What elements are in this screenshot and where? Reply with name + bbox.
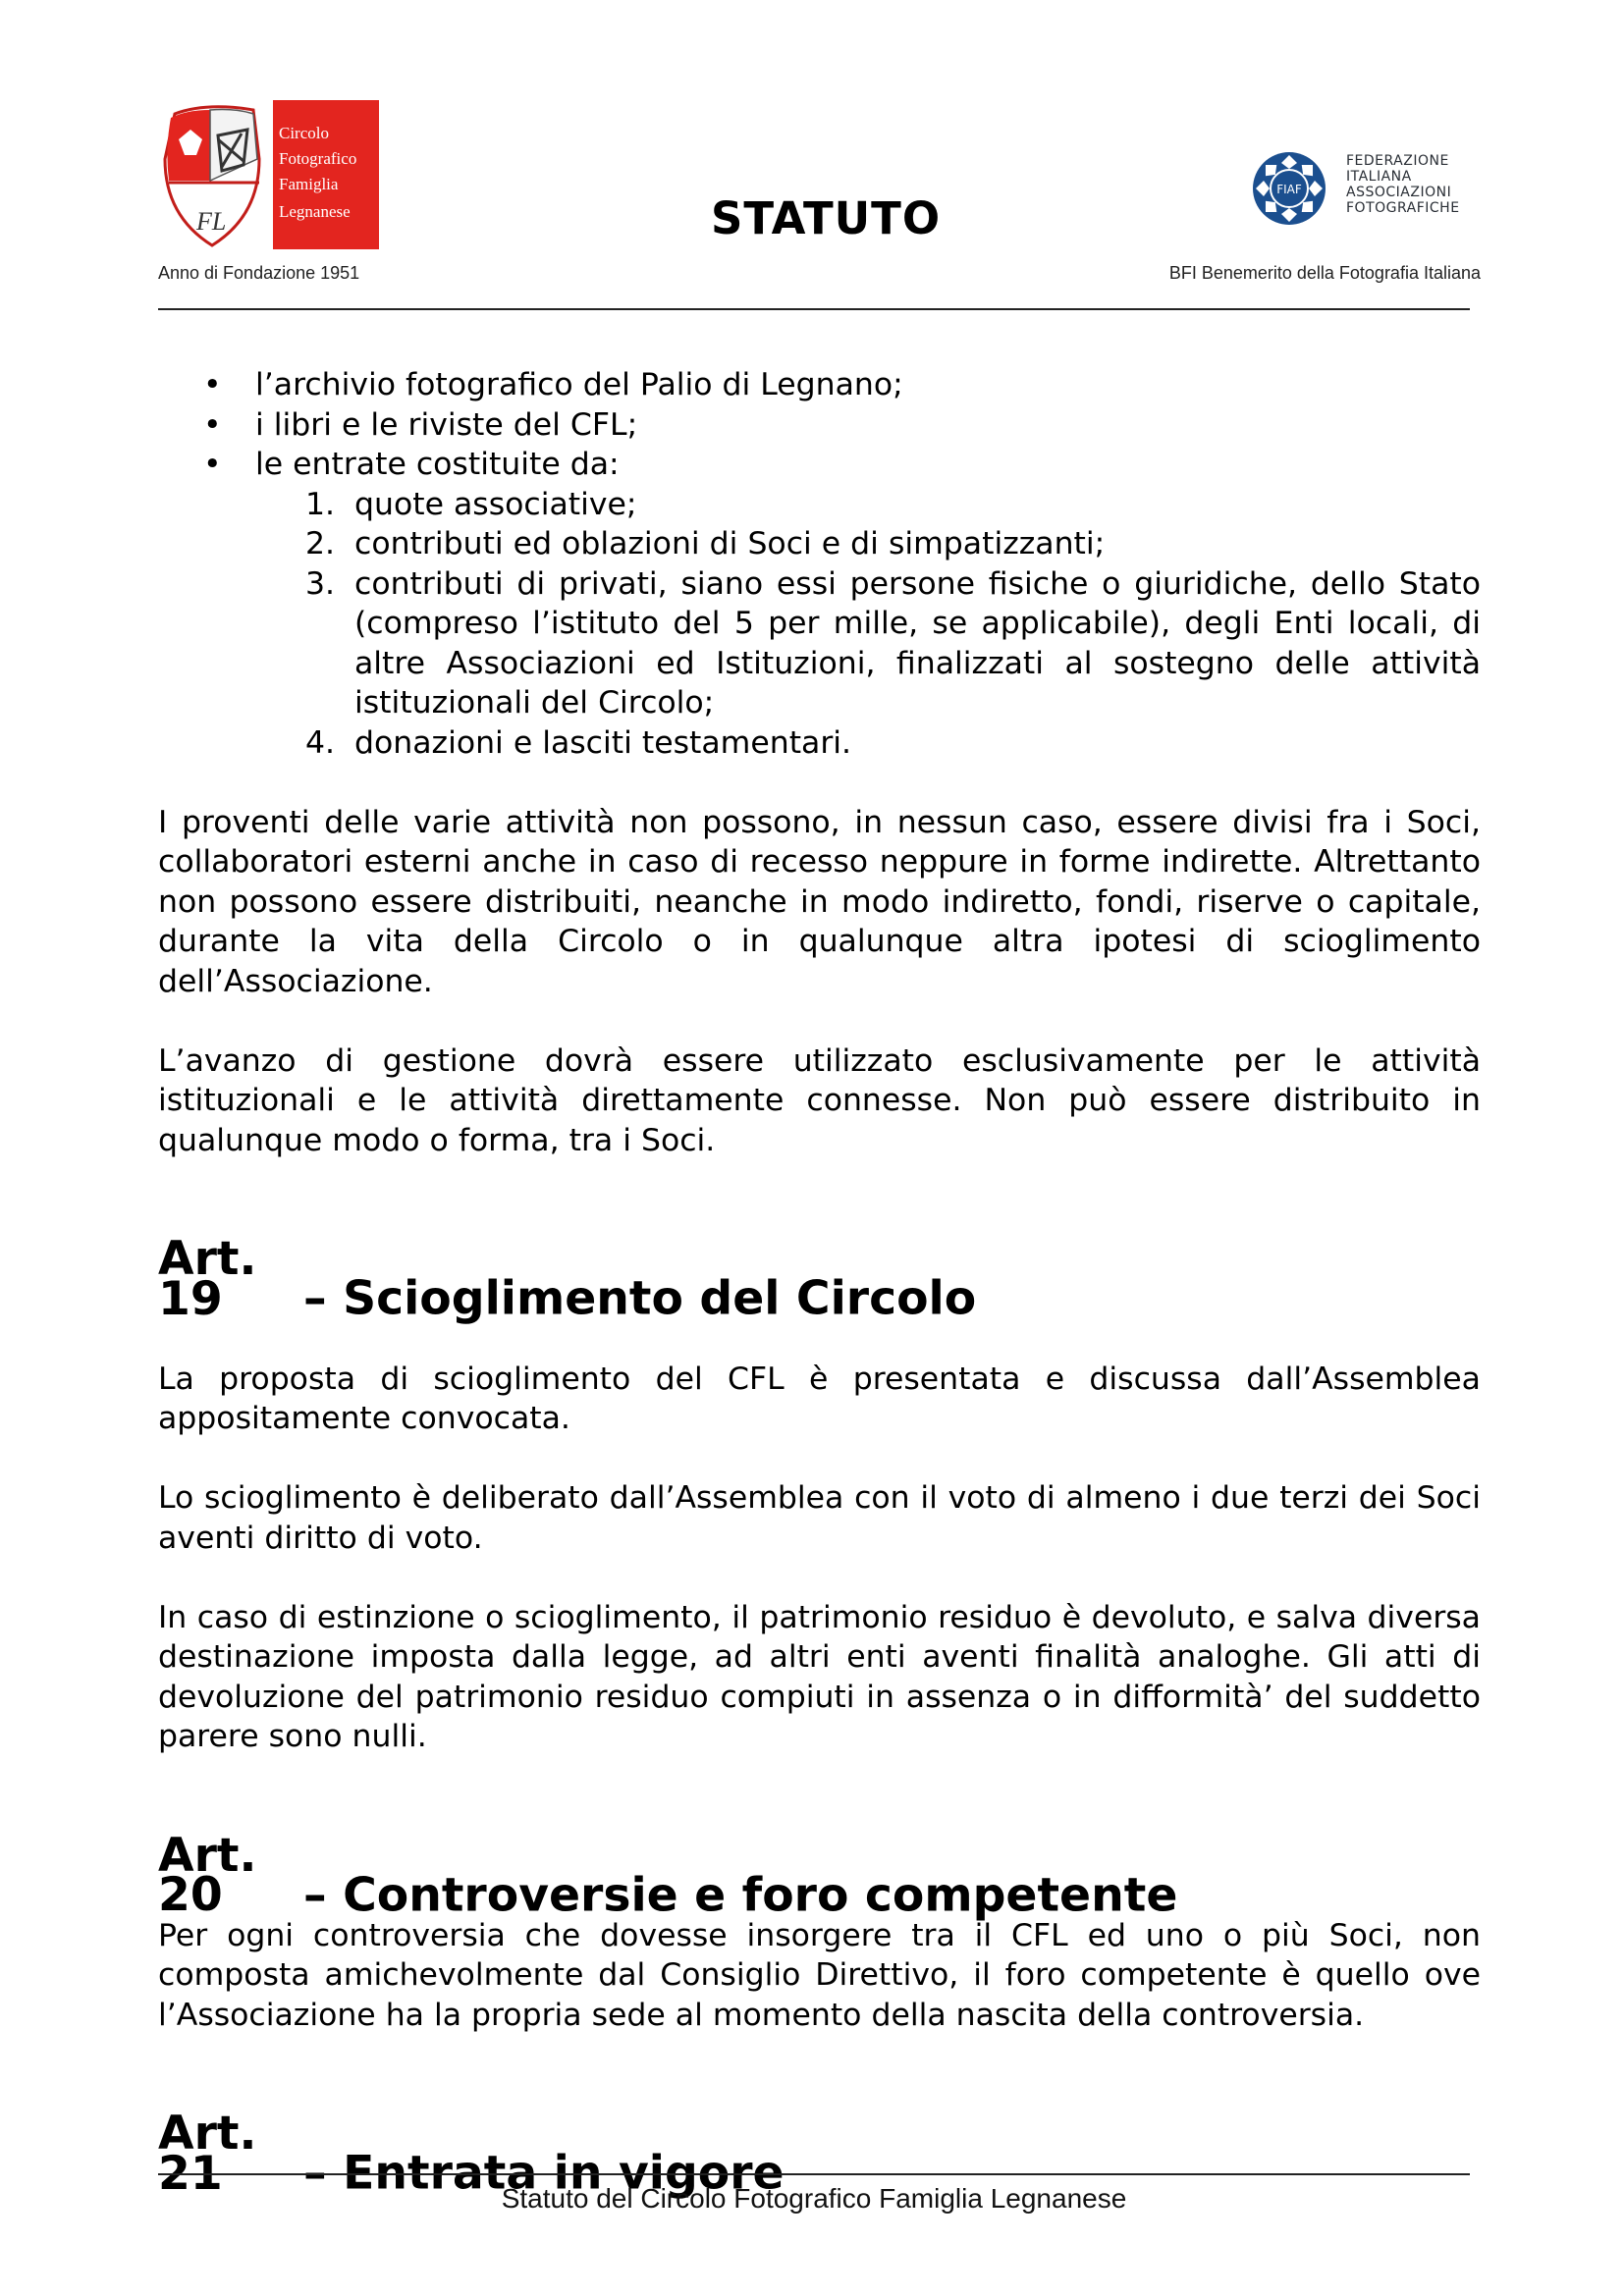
income-list	[158, 485, 1481, 764]
article-paragraph: In caso di estinzione o scioglimento, il patrimonio residuo è devoluto, e salva diversa destinazione imposta dalla legge, ad altri enti aventi finalità analoghe. Gli atti di devoluzione del patrimonio residuo compiuti in assenza o in difformità’ del suddetto parere sono nulli.	[158, 1599, 1481, 1754]
list-number: 2.	[305, 526, 336, 561]
list-item-text: donazioni e lasciti testamentari.	[354, 724, 852, 761]
fiaf-wordmark	[1346, 153, 1460, 216]
list-item	[158, 564, 1481, 723]
list-item-text: contributi ed oblazioni di Soci e di simpatizzanti;	[354, 526, 1106, 561]
list-item	[158, 524, 1481, 564]
aperture-icon	[1250, 149, 1328, 228]
crest-monogram: FL	[196, 207, 227, 236]
fiaf-line: FOTOGRAFICHE	[1346, 200, 1460, 216]
page-title: STATUTO	[711, 192, 942, 244]
footer-divider	[158, 2173, 1470, 2175]
fiaf-line: ITALIANA	[1346, 169, 1412, 185]
list-number: 4.	[305, 724, 336, 761]
bullet-icon: •	[203, 367, 222, 402]
article-paragraph: La proposta di scioglimento del CFL è presentata e discussa dall’Assemblea appositamente convocata.	[158, 1361, 1481, 1436]
list-item	[158, 445, 1481, 485]
paragraph-avanzo: L’avanzo di gestione dovrà essere utilizzato esclusivamente per le attività istituzionali e le attività direttamente connesse. Non può essere distribuito in qualunque modo o forma, tra i Soci.	[158, 1042, 1481, 1158]
article-paragraph: Per ogni controversia che dovesse insorgere tra il CFL ed uno o più Soci, non composta amichevolmente dal Consiglio Direttivo, il foro competente è quello ove l’Associazione ha la propria sede al momento della nascita della controversia.	[158, 1917, 1481, 2033]
crest-icon	[157, 100, 267, 249]
cfl-logo	[157, 100, 379, 249]
bullet-icon: •	[203, 447, 222, 482]
fiaf-line: ASSOCIAZIONI	[1346, 185, 1452, 200]
assets-list	[158, 365, 1481, 485]
list-item	[158, 365, 1481, 405]
cfl-logo-line: Famiglia	[279, 175, 339, 193]
article-title: – Scioglimento del Circolo	[303, 1271, 977, 1326]
foundation-note: Anno di Fondazione 1951	[158, 263, 360, 283]
list-item-text: l’archivio fotografico del Palio di Legnano;	[255, 367, 903, 402]
fiaf-badge: FIAF	[1276, 183, 1302, 196]
list-number: 1.	[305, 486, 336, 522]
list-item-text: quote associative;	[354, 486, 637, 522]
cfl-logo-box	[273, 100, 379, 249]
article-title: – Controversie e foro competente	[303, 1868, 1178, 1922]
list-item	[158, 485, 1481, 525]
bfi-note: BFI Benemerito della Fotografia Italiana	[1168, 263, 1481, 283]
cfl-logo-line: Circolo	[279, 124, 329, 142]
paragraph-proventi: I proventi delle varie attività non possono, in nessun caso, essere divisi fra i Soci, collaboratori esterni anche in caso di recesso neppure in forme indirette. Altrettanto non possono essere distribuiti, neanche in modo indiretto, fondi, riserve o capitale, durante la vita della Circolo o in qualunque altra ipotesi di scioglimento dell’Associazione.	[158, 804, 1481, 999]
cfl-logo-line: Legnanese	[279, 202, 351, 221]
list-item-text: contributi di privati, siano essi persone fisiche o giuridiche, dello Stato (compreso l’istituto del 5 per mille, se applicabile), degli Enti locali, di altre Associazioni ed Istituzioni, finalizzati al sostegno delle attività istituzionali del Circolo;	[354, 565, 1481, 721]
page-footer: Statuto del Circolo Fotografico Famiglia Legnanese	[501, 2183, 1127, 2214]
article-number: Art. 19	[158, 1232, 257, 1326]
article-heading	[158, 1232, 1481, 1326]
header-divider	[158, 308, 1470, 310]
fiaf-line: FEDERAZIONE	[1346, 153, 1449, 169]
article-number: Art. 21	[158, 2107, 257, 2201]
list-item-text: i libri e le riviste del CFL;	[255, 406, 638, 443]
cfl-logo-line: Fotografico	[279, 149, 357, 168]
list-item-text: le entrate costituite da:	[255, 447, 620, 482]
article-heading	[158, 1828, 1481, 1922]
article-number: Art. 20	[158, 1828, 257, 1922]
list-number: 3.	[305, 565, 336, 602]
list-item	[158, 405, 1481, 446]
fiaf-logo	[1250, 149, 1486, 234]
list-item	[158, 723, 1481, 764]
bullet-icon: •	[203, 406, 222, 443]
article-title: – Entrata in vigore	[303, 2146, 785, 2201]
article-paragraph: Lo scioglimento è deliberato dall’Assemblea con il voto di almeno i due terzi dei Soci aventi diritto di voto.	[158, 1480, 1481, 1556]
